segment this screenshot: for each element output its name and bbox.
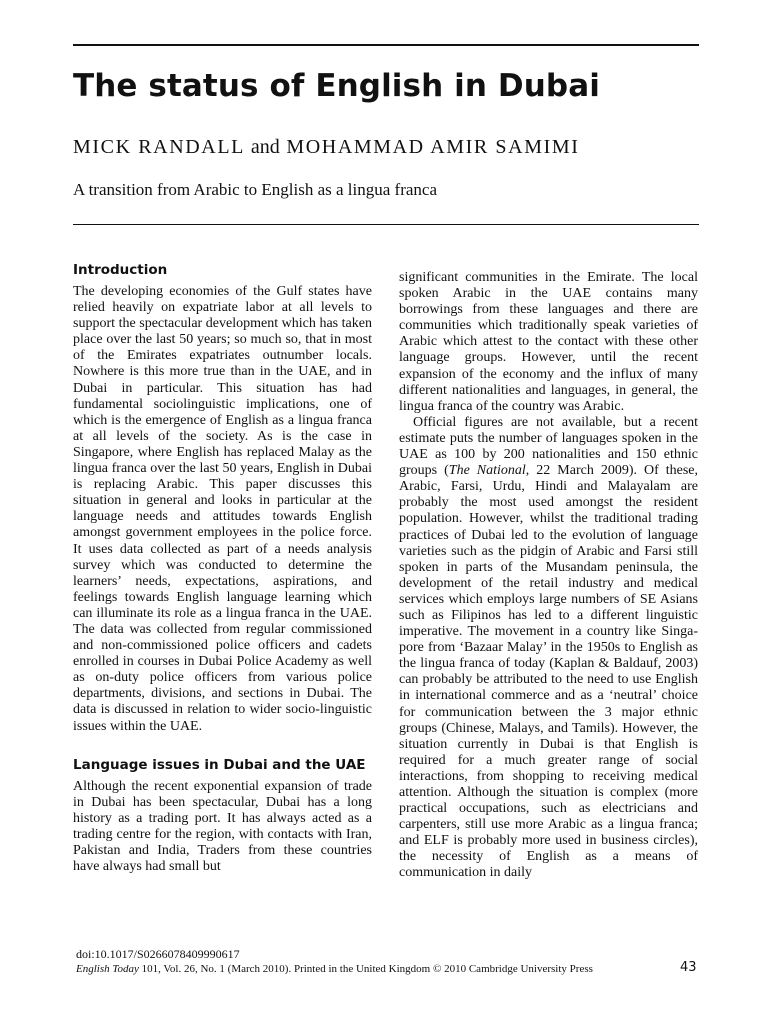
top-rule [73, 44, 699, 46]
citation-the-national: The National [448, 463, 526, 479]
right-paragraph-2 [399, 415, 698, 882]
article-title: The status of English in Dubai [73, 68, 600, 104]
author-conjunction: and [250, 136, 280, 158]
language-issues-paragraph: Although the recent exponential expansion of trade in Dubai has been spectacular, Dubai has a long history as a trading port. It has always acted as a trading centre for the region, with contacts with Iran, Pakistan and India, Traders from these countries have always had small but [73, 778, 372, 875]
author-first: MICK RANDALL [73, 136, 245, 158]
article-authors [73, 136, 580, 159]
language-issues-heading: Language issues in Dubai and the UAE [73, 756, 366, 773]
page-number: 43 [680, 960, 697, 975]
journal-citation [76, 963, 593, 975]
journal-details: 101, Vol. 26, No. 1 (March 2010). Printed in the United Kingdom © 2010 Cambridge University Press [138, 963, 593, 975]
intro-paragraph: The developing economies of the Gulf states have relied heavily on expatriate labor at all levels to support the spectacular development which has taken place over the last 50 years; so much so, that in most of the Emirates expatriates outnumber locals. Nowhere is this more true than in the UAE, and in Dubai in particular. This situation has had fundamental sociolinguistic implications, one of which is the emergence of English as a lingua franca at all levels of the society. As is the case in Singapore, where English has replaced Malay as the lingua franca over the last 50 years, English in Dubai is replacing Arabic. This paper discusses this situation in general and looks in particular at the language needs and attitudes towards English amongst government employees in the police force. It uses data collected as part of a needs analysis survey which was conducted to determine the learners’ needs, expectations, aspirations, and feelings towards English language learning which can illuminate its role as a lingua franca in the UAE. The data was collected from regular commissioned and non-commissioned police officers and cadets enrolled in courses in Dubai Police Academy as well as on-duty police officers from various police departments, divisions, and sections in Dubai. The data is discussed in relation to wider socio-linguistic issues within the UAE. [73, 284, 372, 734]
header-rule [73, 224, 699, 225]
article-subtitle: A transition from Arabic to English as a lingua franca [73, 180, 437, 199]
doi-line: doi:10.1017/S0266078409990617 [76, 947, 240, 961]
author-second: MOHAMMAD AMIR SAMIMI [286, 136, 580, 158]
right-paragraph-2-part-a: Official figures are not available, but a recent estimate puts the number of languages spoken in the UAE as 100 by 200 nationalities and 150 ethnic groups ( [399, 414, 698, 479]
right-column [399, 270, 698, 882]
left-column [73, 262, 372, 875]
right-paragraph-2-part-b: , 22 March 2009). Of these, Arabic, Farsi, Urdu, Hindi and Malayalam are probably the most used amongst the resident population. However, whilst the traditional trading practices of Dubai led to the evolution of language varieties such as the pidgin of Arabic and Farsi still spoken in parts of the Musandam peninsula, the development of the retail industry and medical services which employs large numbers of SE Asians such as Filipinos has led to a different linguistic imperative. The movement in a country like Singapore from ‘Bazaar Malay’ in the 1950s to English as the lingua franca of today (Kaplan & Baldauf, 2003) can probably be attributed to the need to use English in international commerce and as a ‘neutral’ choice for communication between the 3 major ethnic groups (Chinese, Malays, and Tamils). However, the situation currently in Dubai is that English is required for a much greater range of social interactions, from shopping to receiving medical attention. Although the situation is complex (more practical occupations, such as electricians and carpenters, still use more Arabic as a lingua franca; and ELF is probably more used in business circles), the necessity of English as a means of communication in daily [399, 463, 699, 881]
journal-title: English Today [76, 963, 139, 975]
right-paragraph-1: significant communities in the Emirate. The local spoken Arabic in the UAE contains many borrowings from these languages and there are communities which traditionally speak varieties of Arabic which attest to the contact with these other language groups. However, until the recent expansion of the economy and the influx of many different nationalities and languages, in general, the lingua franca of the country was Arabic. [399, 270, 698, 414]
intro-heading: Introduction [73, 262, 168, 278]
